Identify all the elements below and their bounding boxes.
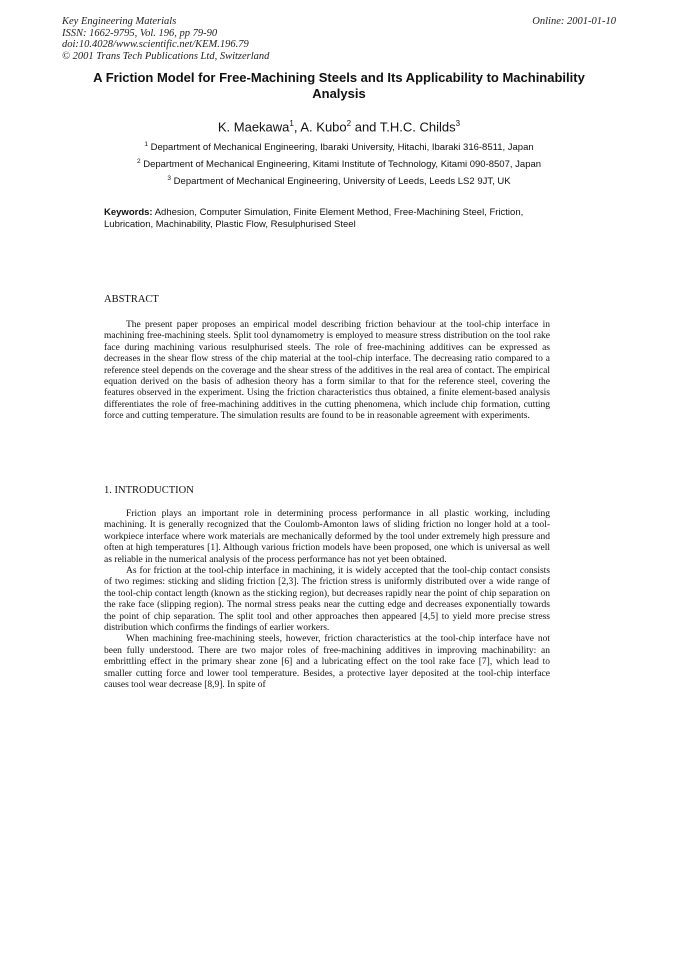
introduction-body [104,509,550,692]
author-name: A. Kubo [300,119,347,135]
keywords-text: Adhesion, Computer Simulation, Finite Element Method, Free-Machining Steel, Friction, Lubrication, Machinability, Plastic Flow, Resulphurised Steel [104,207,524,230]
copyright-line: © 2001 Trans Tech Publications Ltd, Switzerland [62,50,270,62]
introduction-heading: 1. INTRODUCTION [104,485,194,496]
author-separator: and [351,119,380,135]
affiliation-mark: 2 [136,158,141,165]
introduction-paragraph: When machining free-machining steels, however, friction characteristics at the tool-chip interface have not been fully understood. There are two major roles of free-machining additives in improving machinability: an embrittling effect in the primary shear zone [6] and a lubricating effect on the tool rake face [7], which lead to smaller cutting force and lower tool temperature. Besides, a protective layer deposited at the tool-chip interface causes tool wear decrease [8,9]. In spite of [104,634,550,691]
keywords-label: Keywords: [104,207,153,218]
introduction-paragraph: As for friction at the tool-chip interface in machining, it is widely accepted that the tool-chip contact consists of two regimes: sticking and sliding friction [2,3]. The friction stress is uniformly distributed over a wide range of the tool-chip contact length (known as the sticking region), but decreases rapidly near the point of chip separation on the rake face (slipping region). The normal stress peaks near the cutting edge and decreases exponentially towards the point of chip separation. The split tool and other approaches then appeared [4,5] to yield more precise stress distribution which confirms the findings of earlier workers. [104,566,550,634]
keywords-block [104,207,556,231]
author-separator: , [293,119,301,135]
affiliation-text: Department of Mechanical Engineering, Ibaraki University, Hitachi, Ibaraki 316-8511, Japan [150,142,534,154]
author-affil-mark: 1 [289,119,294,128]
abstract-paragraph: The present paper proposes an empirical model describing friction behaviour at the tool-chip interface in machining free-machining steels. Split tool dynamometry is employed to measure stress distribution on the tool rake face during machining various resulphurised steels. The role of free-machining additives can be expressed as decreases in the shear flow stress of the chip material at the tool-chip interface. The decreasing ratio compared to a reference steel depends on the coverage and the shear stress of the additives in the real area of contact. The empirical equation derived on the basis of adhesion theory has a form similar to that for the reference steel, covering the features observed in the experiment. Using the friction characteristics thus obtained, a finite element-based analysis differentiates the role of free-machining additives in the cutting phenomena, which include chip formation, cutting force and cutting temperature. The simulation results are found to be in reasonable agreement with experiments. [104,320,550,422]
journal-name: Key Engineering Materials [62,16,177,27]
paper-title: A Friction Model for Free-Machining Steels and Its Applicability to Machinability Analysis [93,70,585,101]
abstract-heading: ABSTRACT [104,294,159,305]
affiliation-mark: 3 [167,175,172,182]
abstract-body [104,320,550,423]
affiliation [70,156,608,171]
author-list [90,116,588,135]
author-affil-mark: 2 [346,119,352,128]
affiliation-mark: 1 [144,141,148,148]
affiliation-text: Department of Mechanical Engineering, Kitami Institute of Technology, Kitami 090-8507, Japan [143,159,542,171]
doi-line: doi:10.4028/www.scientific.net/KEM.196.79 [62,39,249,50]
author-name: K. Maekawa [217,119,290,135]
affiliation [70,139,608,154]
author-name: T.H.C. Childs [379,119,456,135]
affiliation [70,173,608,188]
author-affil-mark: 3 [455,119,461,128]
issn-line: ISSN: 1662-9795, Vol. 196, pp 79-90 [62,27,218,39]
introduction-paragraph: Friction plays an important role in determining process performance in all plastic working, including machining. It is generally recognized that the Coulomb-Amonton laws of sliding friction no longer hold at a tool-workpiece interface where work materials are mechanically deformed by the tool under extremely high pressure and often at high temperatures [1]. Although various friction models have been proposed, one which is universal as well as reliable in the numerical analysis of the process performance has not yet been obtained. [104,509,550,565]
affiliation-text: Department of Mechanical Engineering, University of Leeds, Leeds LS2 9JT, UK [173,176,511,188]
online-date: Online: 2001-01-10 [532,16,616,27]
